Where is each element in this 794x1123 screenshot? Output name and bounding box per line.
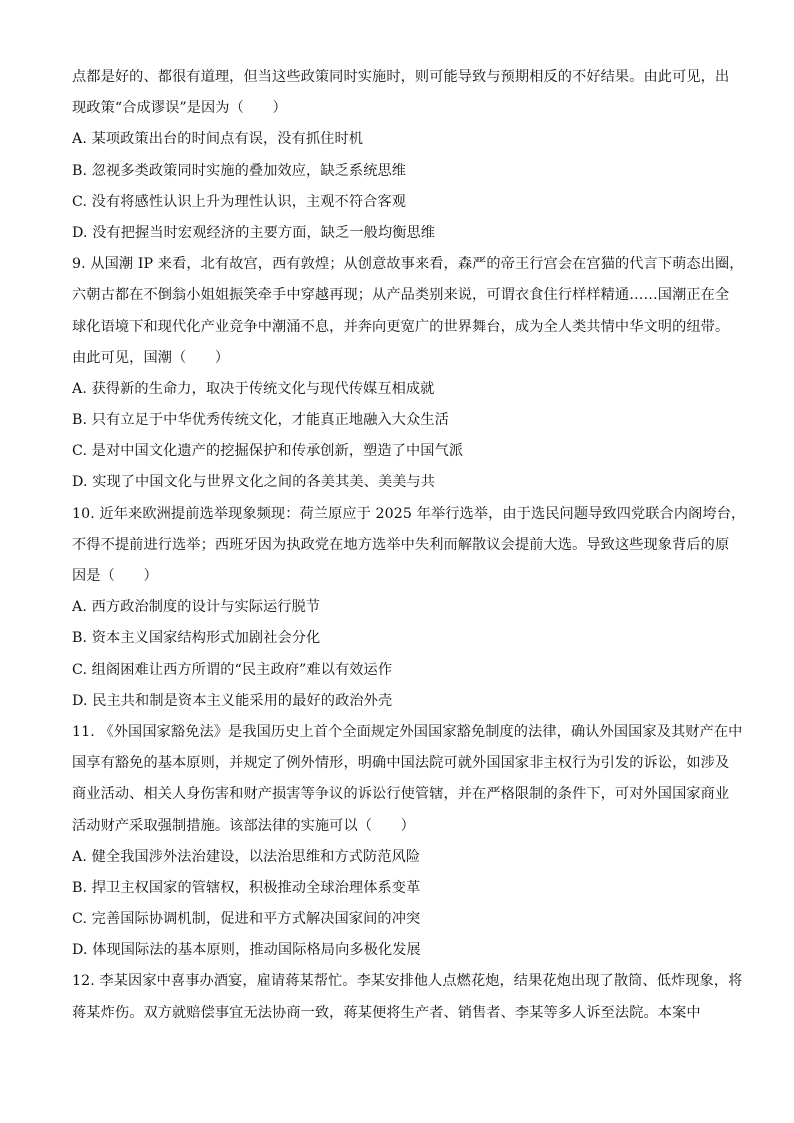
question-11 [72, 717, 743, 967]
question-stem-line: 10. 近年来欧洲提前选举现象频现：荷兰原应于 2025 年举行选举，由于选民问题导致四党联合内阁垮台， [72, 505, 746, 522]
question-stem-line: 现政策“合成谬误”是因为（ ） [72, 100, 287, 117]
option-d: D. 实现了中国文化与世界文化之间的各美其美、美美与共 [72, 474, 436, 491]
option-a: A. 健全我国涉外法治建设，以法治思维和方式防范风险 [72, 848, 421, 865]
option-a: A. 西方政治制度的设计与实际运行脱节 [72, 599, 321, 616]
option-d: D. 体现国际法的基本原则，推动国际格局向多极化发展 [72, 942, 421, 959]
question-stem-line: 12. 李某因家中喜事办酒宴，雇请蒋某帮忙。李某安排他人点燃花炮，结果花炮出现了散筒、低炸现象，将 [72, 973, 743, 990]
question-stem-line: 活动财产采取强制措施。该部法律的实施可以（ ） [72, 817, 415, 834]
option-b: B. 忽视多类政策同时实施的叠加效应，缺乏系统思维 [72, 162, 407, 179]
question-stem-line: 由此可见，国潮（ ） [72, 349, 230, 366]
option-c: C. 是对中国文化遗产的挖掘保护和传承创新，塑造了中国气派 [72, 443, 464, 460]
option-b: B. 资本主义国家结构形式加剧社会分化 [72, 630, 321, 647]
option-a: A. 获得新的生命力，取决于传统文化与现代传媒互相成就 [72, 380, 435, 397]
question-10 [72, 499, 746, 717]
exam-page [72, 62, 746, 1029]
question-stem-line: 球化语境下和现代化产业竞争中潮涌不息，并奔向更宽广的世界舞台，成为全人类共情中华文明的纽带。 [72, 318, 730, 335]
question-stem-line: 商业活动、相关人身伤害和财产损害等争议的诉讼行使管辖，并在严格限制的条件下，可对外国国家商业 [72, 786, 730, 803]
question-stem-line: 蒋某炸伤。双方就赔偿事宜无法协商一致，蒋某便将生产者、销售者、李某等多人诉至法院。本案中 [72, 1004, 701, 1021]
question-12 [72, 966, 743, 1028]
question-9 [72, 249, 744, 499]
option-c: C. 完善国际协调机制，促进和平方式解决国家间的冲突 [72, 911, 421, 928]
question-stem-line: 六朝古都在不倒翁小姐姐振笑牵手中穿越再现；从产品类别来说，可谓衣食住行样样精通……国潮正在全 [72, 287, 730, 304]
question-stem-line: 国享有豁免的基本原则，并规定了例外情形，明确中国法院可就外国国家非主权行为引发的诉讼，如涉及 [72, 755, 730, 772]
question-stem-line: 因是（ ） [72, 568, 158, 584]
option-a: A. 某项政策出台的时间点有误，没有抓住时机 [72, 131, 364, 148]
option-b: B. 捍卫主权国家的管辖权，积极推动全球治理体系变革 [72, 879, 421, 896]
question-stem-line: 不得不提前进行选举；西班牙因为执政党在地方选举中失利而解散议会提前大选。导致这些现象背后的原 [72, 536, 730, 553]
question-stem-line: 11. 《外国国家豁免法》是我国历史上首个全面规定外国国家豁免制度的法律，确认外国国家及其财产在中 [72, 723, 743, 740]
option-d: D. 民主共和制是资本主义能采用的最好的政治外壳 [72, 692, 393, 709]
question-8-continued [72, 62, 730, 249]
option-c: C. 没有将感性认识上升为理性认识，主观不符合客观 [72, 193, 406, 210]
question-stem-line: 点都是好的、都很有道理，但当这些政策同时实施时，则可能导致与预期相反的不好结果。由此可见，出 [72, 69, 730, 85]
option-c: C. 组阁困难让西方所谓的“民主政府”难以有效运作 [72, 661, 393, 678]
question-stem-line: 9. 从国潮 IP 来看，北有故宫，西有敦煌；从创意故事来看，森严的帝王行宫会在宫猫的代言下萌态出圈， [72, 256, 744, 273]
option-b: B. 只有立足于中华优秀传统文化，才能真正地融入大众生活 [72, 412, 449, 429]
option-d: D. 没有把握当时宏观经济的主要方面，缺乏一般均衡思维 [72, 224, 436, 241]
